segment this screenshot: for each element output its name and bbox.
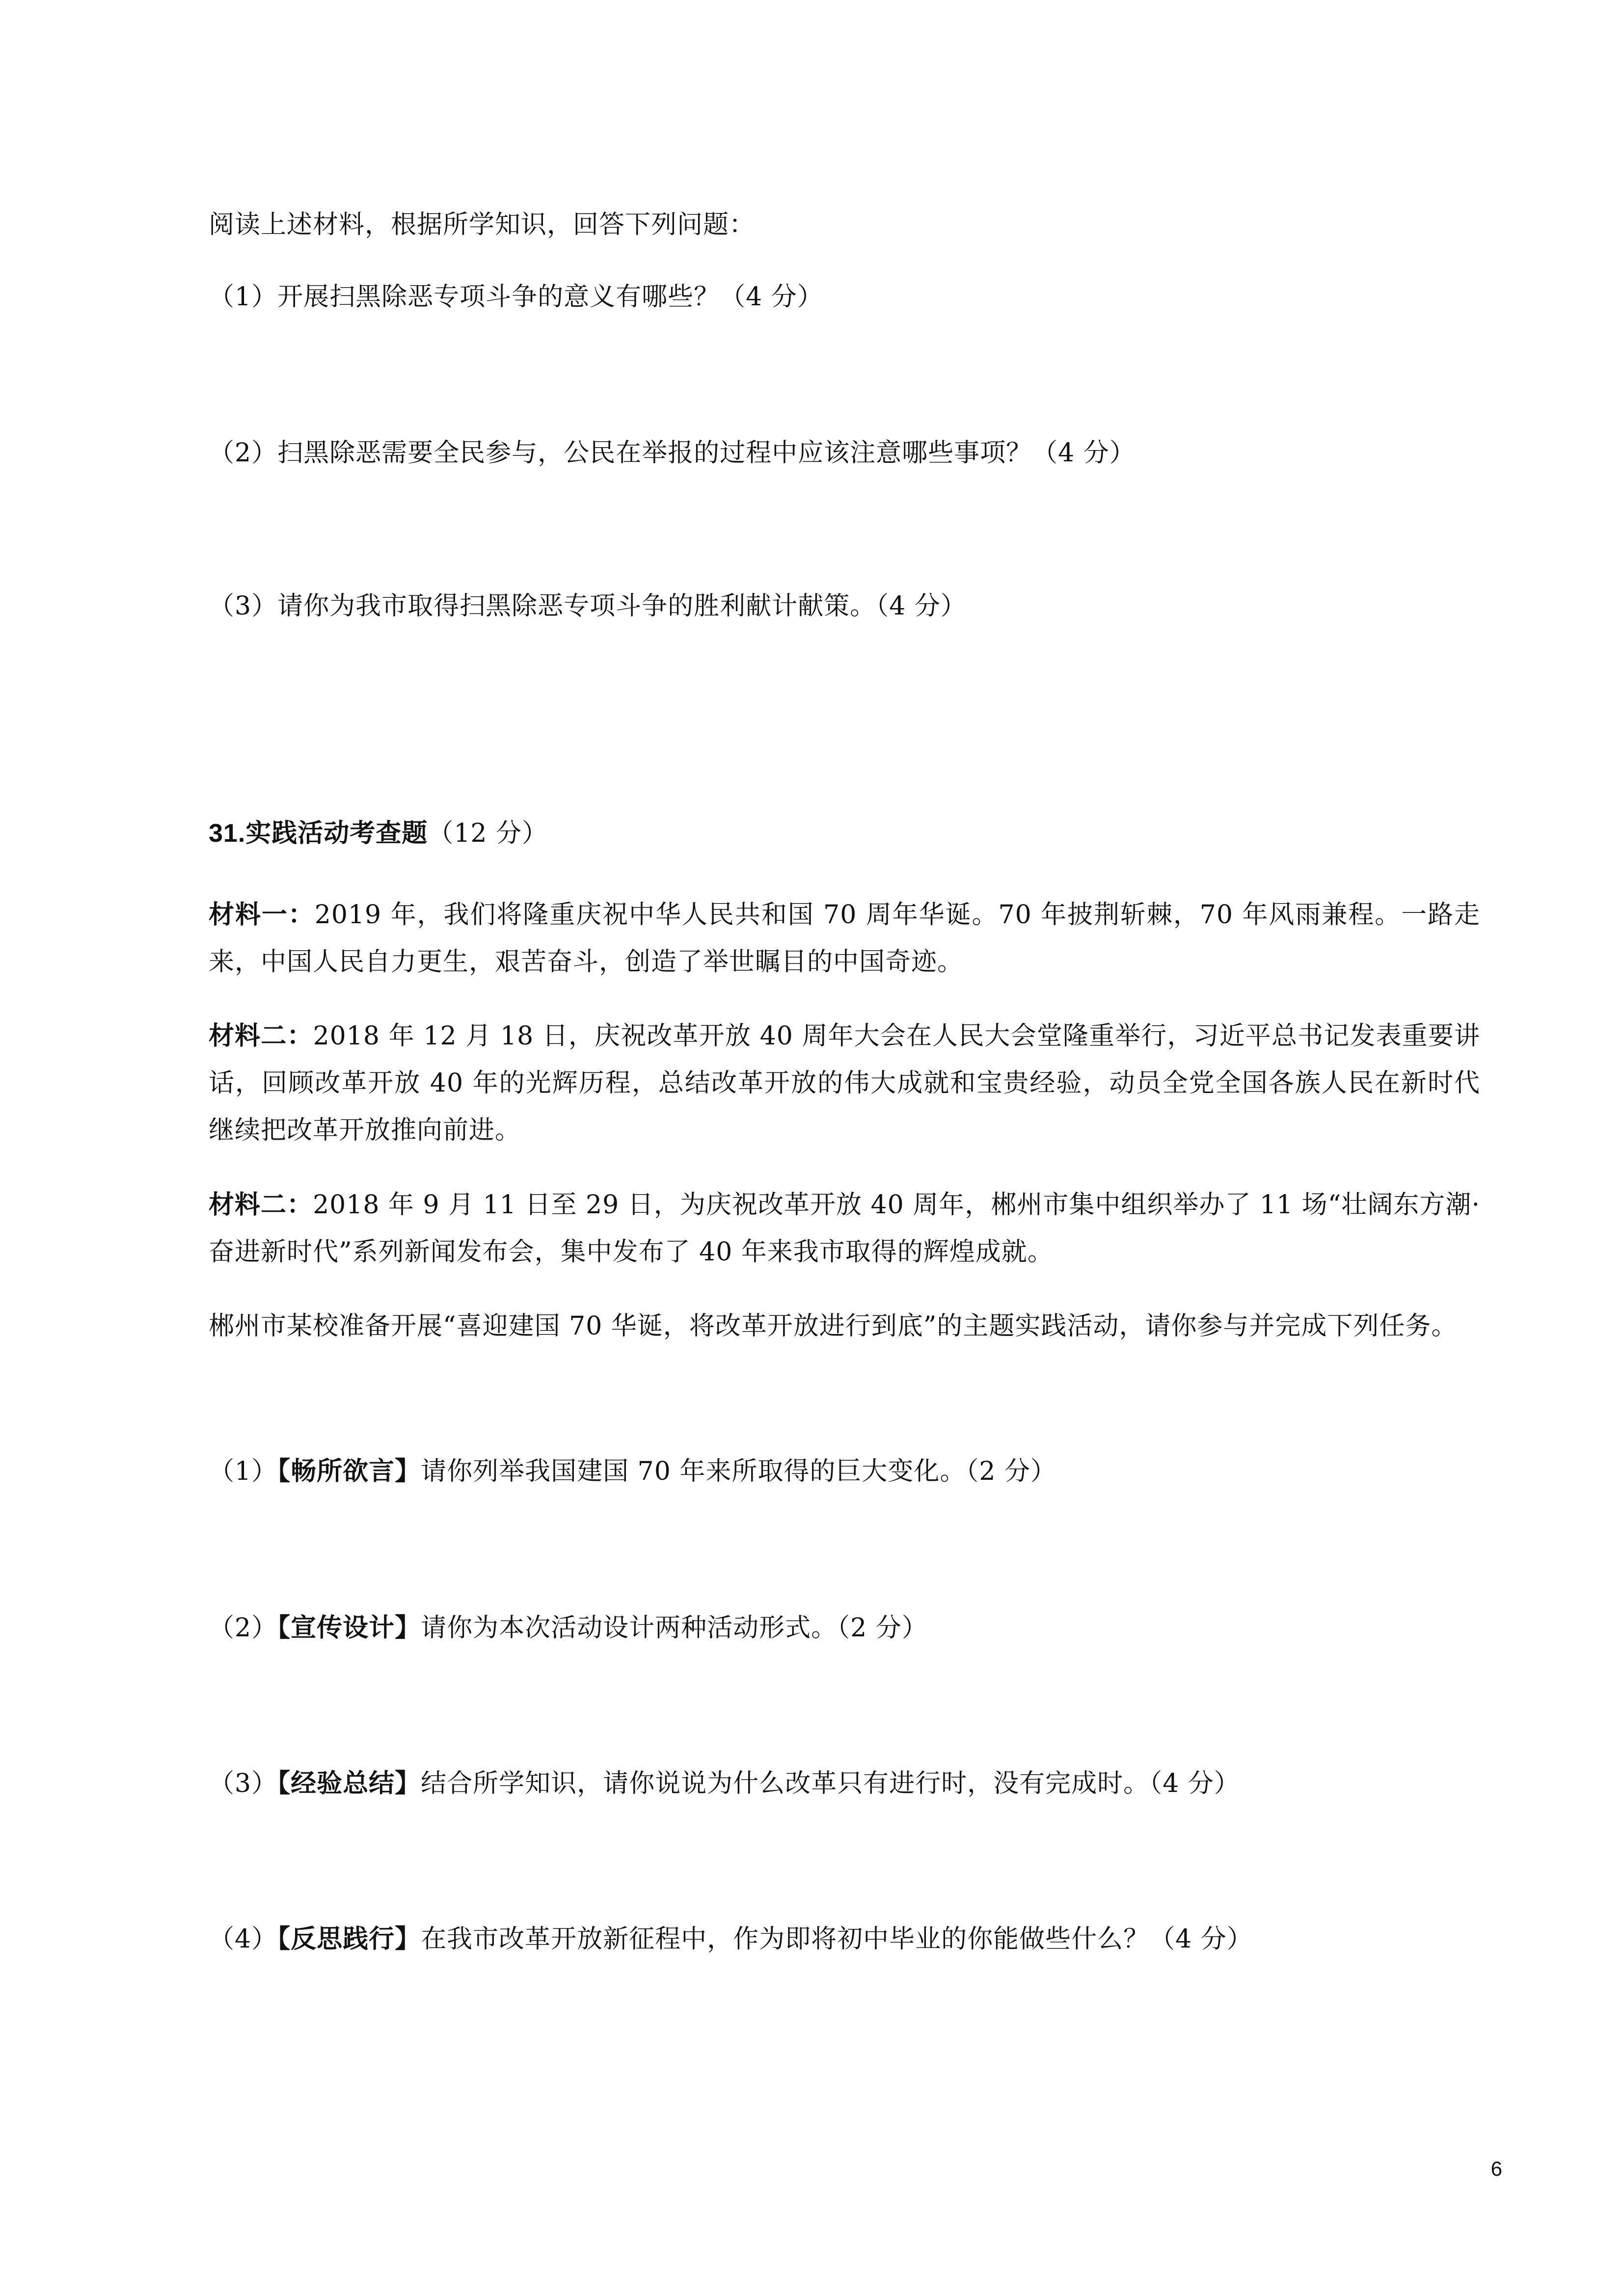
task-number: （1）	[209, 1457, 278, 1486]
material-3-label: 材料二：	[209, 1191, 313, 1219]
task-number: （3）	[209, 1769, 278, 1798]
question-30-item-1: （1）开展扫黑除恶专项斗争的意义有哪些？（4 分）	[209, 282, 823, 312]
reading-instruction: 阅读上述材料，根据所学知识，回答下列问题：	[209, 210, 756, 240]
task-tag: 【经验总结】	[277, 1768, 421, 1798]
page-number: 6	[1490, 2157, 1502, 2180]
material-3	[209, 1181, 1480, 1276]
task-text: 结合所学知识，请你说说为什么改革只有进行时，没有完成时。（4 分）	[421, 1769, 1240, 1798]
question-30-item-2: （2）扫黑除恶需要全民参与，公民在举报的过程中应该注意哪些事项？（4 分）	[209, 438, 1136, 468]
task-number: （4）	[209, 1924, 278, 1954]
task-item	[209, 1457, 1056, 1486]
question-31-number: 31.	[209, 819, 246, 848]
material-2-label: 材料二：	[209, 1022, 313, 1050]
material-3-text: 2018 年 9 月 11 日至 29 日，为庆祝改革开放 40 周年，郴州市集中组织举办了 11 场“壮阔东方潮·奋进新时代”系列新闻发布会，集中发布了 40 年来我市取得的辉煌成就。	[209, 1190, 1480, 1267]
task-tag: 【畅所欲言】	[277, 1456, 421, 1486]
task-item	[209, 1613, 928, 1643]
material-2-text: 2018 年 12 月 18 日，庆祝改革开放 40 周年大会在人民大会堂隆重举行，习近平总书记发表重要讲话，回顾改革开放 40 年的光辉历程，总结改革开放的伟大成就和宝贵经验，动员全党全国各族人民在新时代继续把改革开放推向前进。	[209, 1021, 1480, 1145]
material-1	[209, 891, 1480, 986]
task-tag: 【反思践行】	[277, 1924, 421, 1954]
task-number: （2）	[209, 1613, 278, 1643]
task-text: 请你为本次活动设计两种活动形式。（2 分）	[421, 1613, 928, 1643]
task-intro: 郴州市某校准备开展“喜迎建国 70 华诞，将改革开放进行到底”的主题实践活动，请你参与并完成下列任务。	[209, 1311, 1458, 1341]
task-tag: 【宣传设计】	[277, 1613, 421, 1643]
task-item	[209, 1769, 1240, 1798]
question-31-points: （12 分）	[428, 819, 548, 848]
material-1-text: 2019 年，我们将隆重庆祝中华人民共和国 70 周年华诞。70 年披荆斩棘，70 年风雨兼程。一路走来，中国人民自力更生，艰苦奋斗，创造了举世瞩目的中国奇迹。	[209, 900, 1480, 977]
material-1-label: 材料一：	[209, 901, 315, 929]
question-31-heading	[209, 819, 548, 848]
task-text: 在我市改革开放新征程中，作为即将初中毕业的你能做些什么？（4 分）	[421, 1924, 1253, 1954]
question-30-item-3: （3）请你为我市取得扫黑除恶专项斗争的胜利献计献策。（4 分）	[209, 591, 967, 621]
task-item	[209, 1924, 1253, 1954]
task-text: 请你列举我国建国 70 年来所取得的巨大变化。（2 分）	[421, 1457, 1056, 1486]
material-2	[209, 1013, 1480, 1154]
question-31-title: 实践活动考查题	[245, 818, 428, 848]
